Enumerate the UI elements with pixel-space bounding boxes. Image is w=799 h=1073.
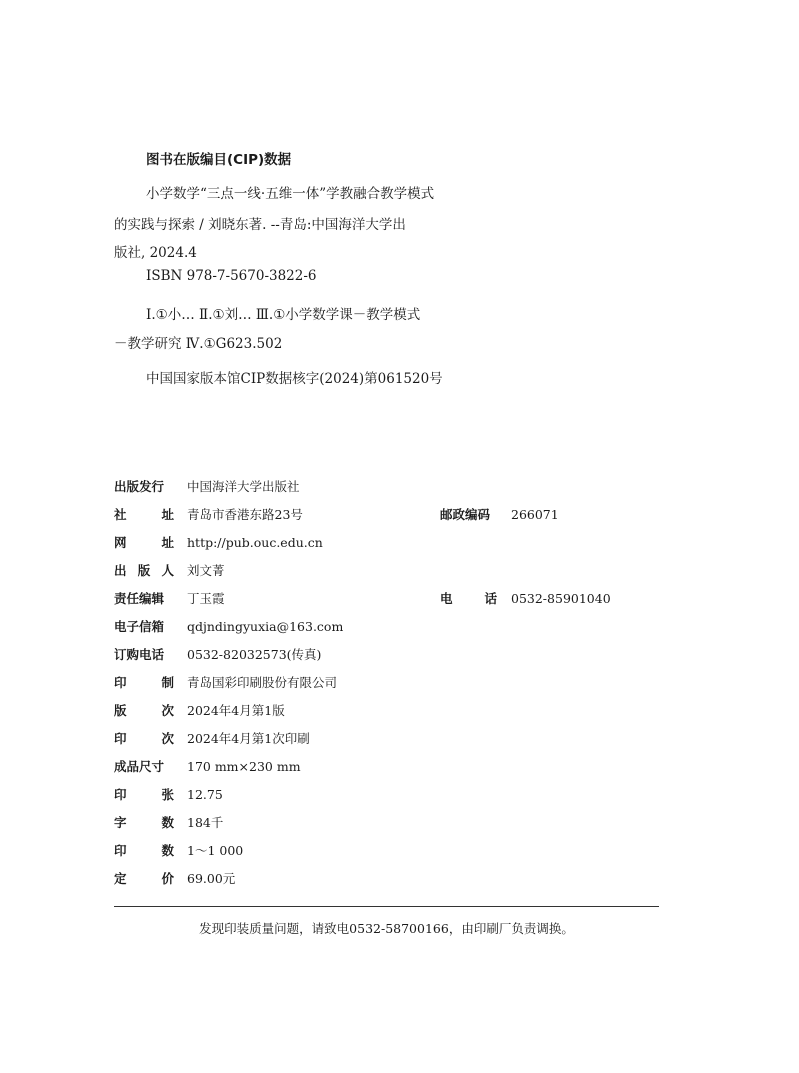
info-value: 1～1 000 [187, 843, 244, 858]
info-label-postcode: 邮政编码 [440, 507, 491, 522]
info-value-postcode: 266071 [511, 507, 559, 522]
info-label: 印 数 [114, 843, 174, 858]
cip-line: 的实践与探索 / 刘晓东著. --青岛:中国海洋大学出 [114, 217, 406, 233]
info-value: 中国海洋大学出版社 [187, 479, 300, 494]
info-label: 定 价 [114, 871, 174, 886]
info-value: 184千 [187, 815, 224, 830]
cip-line: 版社, 2024.4 [114, 245, 197, 261]
cip-record-number: 中国国家版本馆CIP数据核字(2024)第061520号 [146, 371, 443, 387]
info-value: 0532-82032573(传真) [187, 647, 322, 662]
info-value-phone: 0532-85901040 [511, 591, 611, 606]
cip-classification-cont: －教学研究 Ⅳ.①G623.502 [114, 336, 283, 352]
info-value: 青岛国彩印刷股份有限公司 [187, 675, 338, 690]
info-label: 出 版 人 [114, 563, 174, 578]
info-value: 170 mm×230 mm [187, 759, 301, 774]
info-label: 成品尺寸 [114, 759, 165, 774]
info-label: 社 址 [114, 507, 174, 522]
info-label: 电子信箱 [114, 619, 165, 634]
info-label: 订购电话 [114, 647, 165, 662]
quality-notice: 发现印装质量问题，请致电0532-58700166，由印刷厂负责调换。 [199, 921, 574, 936]
info-label: 出版发行 [114, 479, 165, 494]
info-label: 印 张 [114, 787, 174, 802]
cip-title: 图书在版编目(CIP)数据 [146, 152, 292, 168]
info-label: 网 址 [114, 535, 174, 550]
info-value: 2024年4月第1次印刷 [187, 731, 310, 746]
info-label: 字 数 [114, 815, 174, 830]
info-label: 印 次 [114, 731, 174, 746]
cip-line: 小学数学“三点一线·五维一体”学教融合教学模式 [146, 186, 435, 202]
info-value: 刘文菁 [187, 563, 225, 578]
info-value: 青岛市香港东路23号 [187, 507, 303, 522]
divider [114, 906, 659, 907]
info-value: 丁玉霞 [187, 591, 225, 606]
info-label: 责任编辑 [114, 591, 165, 606]
info-label: 版 次 [114, 703, 174, 718]
info-value: 12.75 [187, 787, 223, 802]
cip-isbn: ISBN 978-7-5670-3822-6 [146, 268, 317, 284]
info-value: qdjndingyuxia@163.com [187, 619, 344, 634]
info-label-phone: 电 话 [440, 591, 497, 606]
info-value: http://pub.ouc.edu.cn [187, 535, 323, 550]
info-value: 2024年4月第1版 [187, 703, 285, 718]
info-label: 印 制 [114, 675, 174, 690]
cip-classification: Ⅰ.①小… Ⅱ.①刘… Ⅲ.①小学数学课－教学模式 [146, 307, 421, 323]
info-value: 69.00元 [187, 871, 236, 886]
